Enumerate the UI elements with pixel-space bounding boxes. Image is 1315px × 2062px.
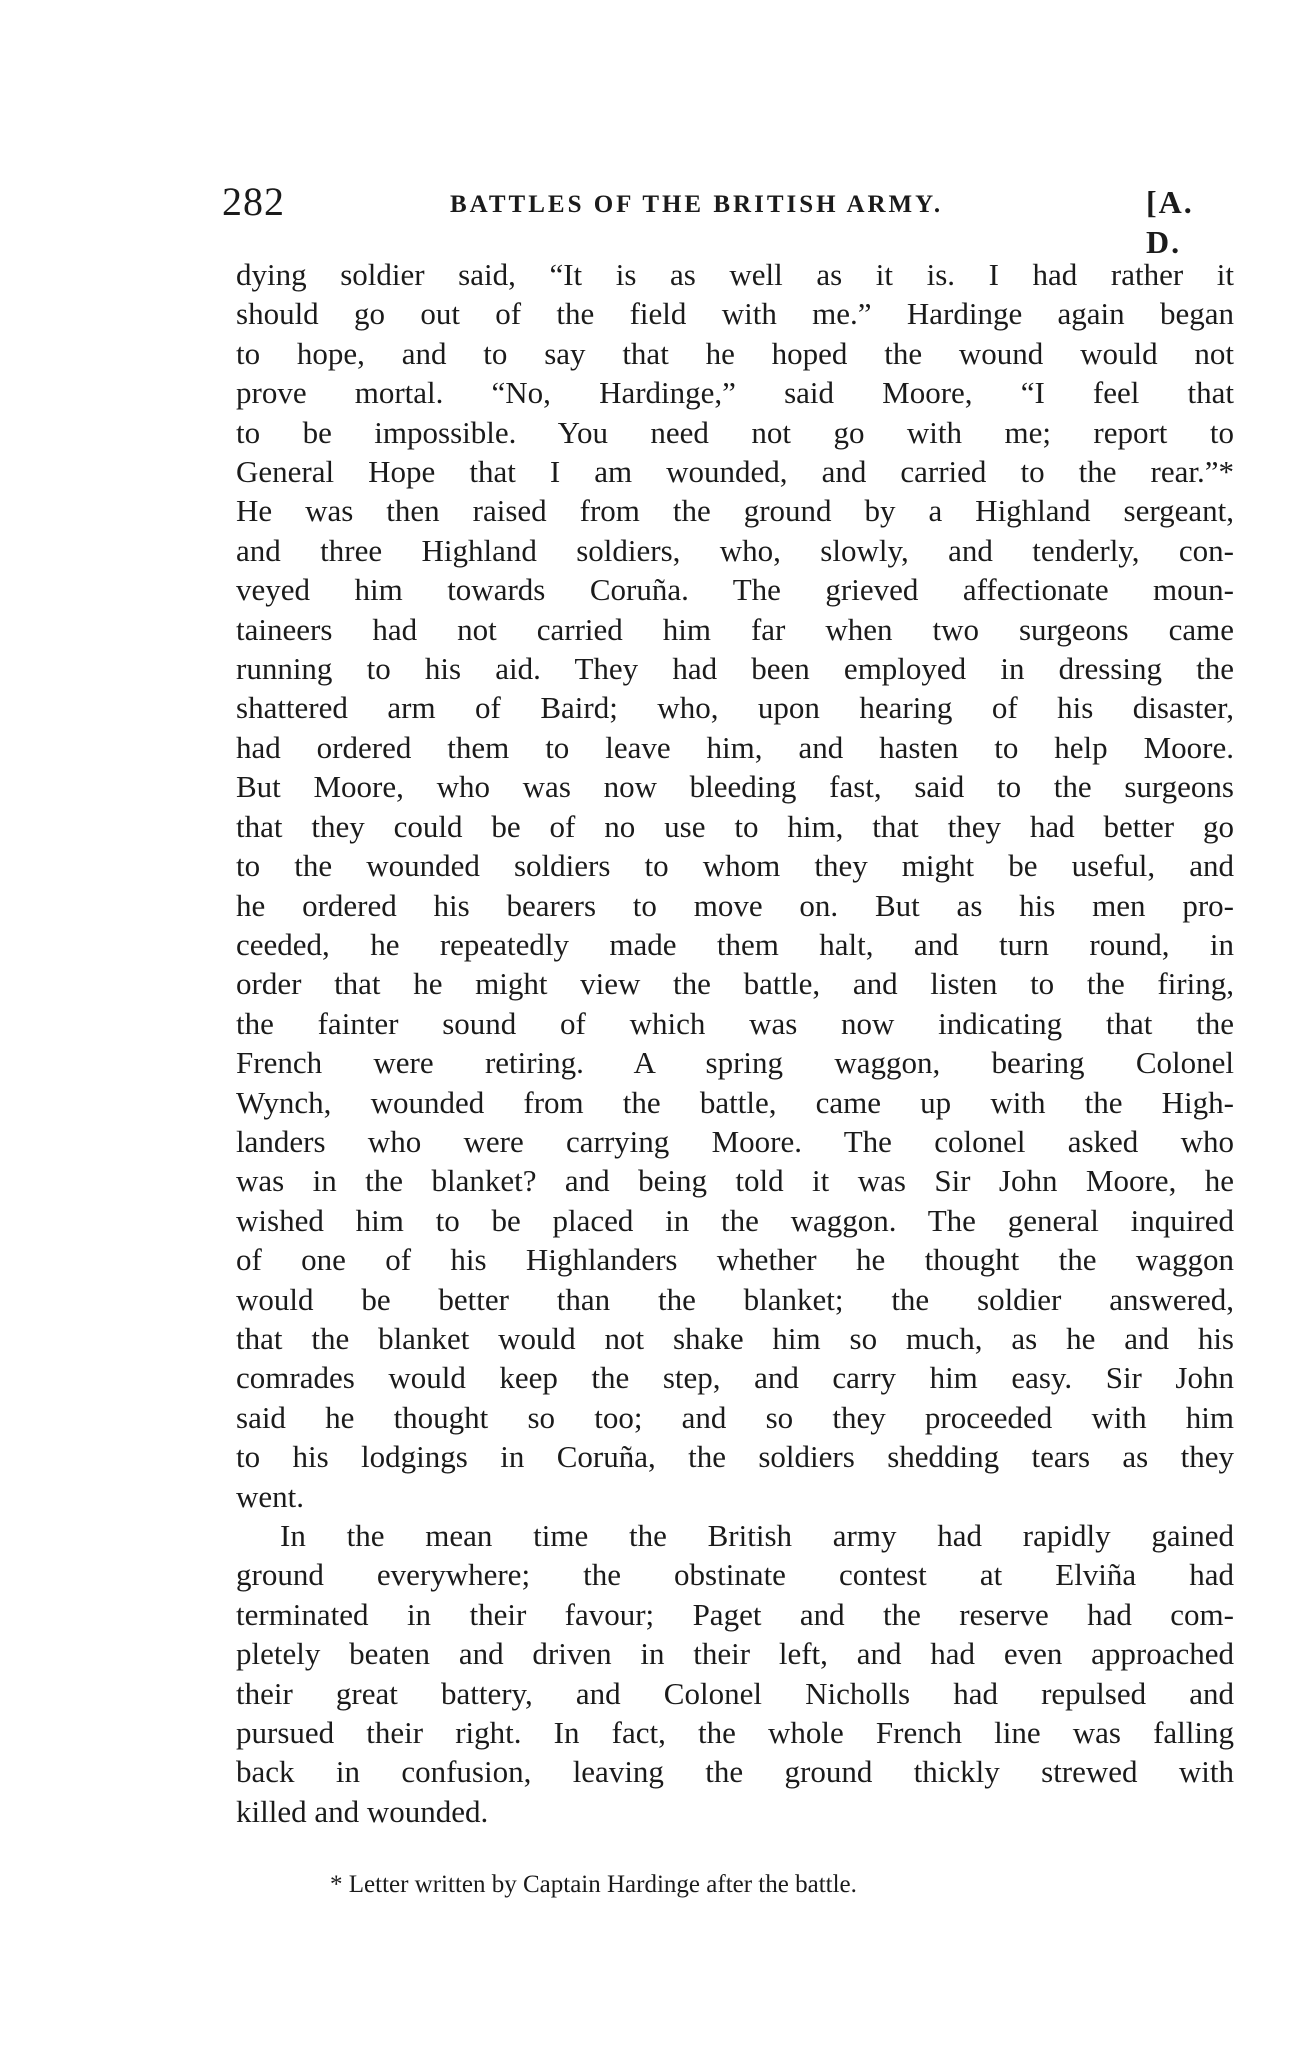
text-line: landers who were carrying Moore. The colonel asked who — [236, 1123, 1234, 1159]
text-line: he ordered his bearers to move on. But as his men pro- — [236, 887, 1234, 923]
text-line: veyed him towards Coruña. The grieved affectionate moun- — [236, 572, 1234, 608]
header-date-label: [A. D. — [1146, 184, 1194, 260]
text-line: terminated in their favour; Paget and the reserve had com- — [236, 1596, 1234, 1632]
text-line: comrades would keep the step, and carry him easy. Sir John — [236, 1360, 1234, 1396]
page-number: 282 — [222, 179, 285, 224]
text-line: dying soldier said, “It is as well as it is. I had rather it — [236, 257, 1234, 292]
text-line: pletely beaten and driven in their left, and had even approached — [236, 1636, 1234, 1672]
text-line: General Hope that I am wounded, and carried to the rear.”* — [236, 454, 1234, 490]
text-line: prove mortal. “No, Hardinge,” said Moore, “I feel that — [236, 375, 1234, 411]
text-line: of one of his Highlanders whether he thought the waggon — [236, 1242, 1234, 1278]
text-line: to the wounded soldiers to whom they might be useful, and — [236, 848, 1234, 884]
text-line: wished him to be placed in the waggon. The general inquired — [236, 1202, 1234, 1238]
paragraph-end-line: went. — [236, 1478, 305, 1514]
paragraph-start-line: In the mean time the British army had rapidly gained — [280, 1518, 1234, 1553]
text-line: should go out of the field with me.” Hardinge again began — [236, 296, 1234, 332]
text-line: French were retiring. A spring waggon, bearing Colonel — [236, 1045, 1234, 1081]
paragraph-end-line: killed and wounded. — [236, 1793, 489, 1829]
text-line: pursued their right. In fact, the whole French line was falling — [236, 1715, 1234, 1751]
text-line: had ordered them to leave him, and hasten to help Moore. — [236, 729, 1234, 765]
footnote: * Letter written by Captain Hardinge after the battle. — [330, 1871, 857, 1898]
text-line: was in the blanket? and being told it was Sir John Moore, he — [236, 1163, 1234, 1199]
text-line: that the blanket would not shake him so much, as he and his — [236, 1320, 1234, 1356]
text-line: running to his aid. They had been employed in dressing the — [236, 651, 1234, 687]
text-line: back in confusion, leaving the ground thickly strewed with — [236, 1754, 1234, 1790]
text-line: would be better than the blanket; the soldier answered, — [236, 1281, 1234, 1317]
page-header — [222, 179, 1232, 260]
text-line: He was then raised from the ground by a Highland sergeant, — [236, 493, 1234, 529]
text-line: Wynch, wounded from the battle, came up with the High- — [236, 1084, 1234, 1120]
text-line: ground everywhere; the obstinate contest at Elviña had — [236, 1557, 1234, 1593]
text-line: said he thought so too; and so they proceeded with him — [236, 1399, 1234, 1435]
body-text — [236, 255, 1234, 1831]
running-title: BATTLES OF THE BRITISH ARMY. — [450, 191, 944, 218]
text-line: that they could be of no use to him, that they had better go — [236, 808, 1234, 844]
text-line: shattered arm of Baird; who, upon hearing of his disaster, — [236, 690, 1234, 726]
text-line: to hope, and to say that he hoped the wound would not — [236, 335, 1234, 371]
text-line: ceeded, he repeatedly made them halt, and turn round, in — [236, 926, 1234, 962]
text-line: to be impossible. You need not go with me; report to — [236, 414, 1234, 450]
text-line: the fainter sound of which was now indicating that the — [236, 1005, 1234, 1041]
text-line: But Moore, who was now bleeding fast, said to the surgeons — [236, 769, 1234, 805]
text-line: their great battery, and Colonel Nicholls had repulsed and — [236, 1675, 1234, 1711]
text-line: order that he might view the battle, and listen to the firing, — [236, 966, 1234, 1002]
text-line: and three Highland soldiers, who, slowly, and tenderly, con- — [236, 532, 1234, 568]
text-line: to his lodgings in Coruña, the soldiers shedding tears as they — [236, 1439, 1234, 1475]
text-line: taineers had not carried him far when two surgeons came — [236, 611, 1234, 647]
